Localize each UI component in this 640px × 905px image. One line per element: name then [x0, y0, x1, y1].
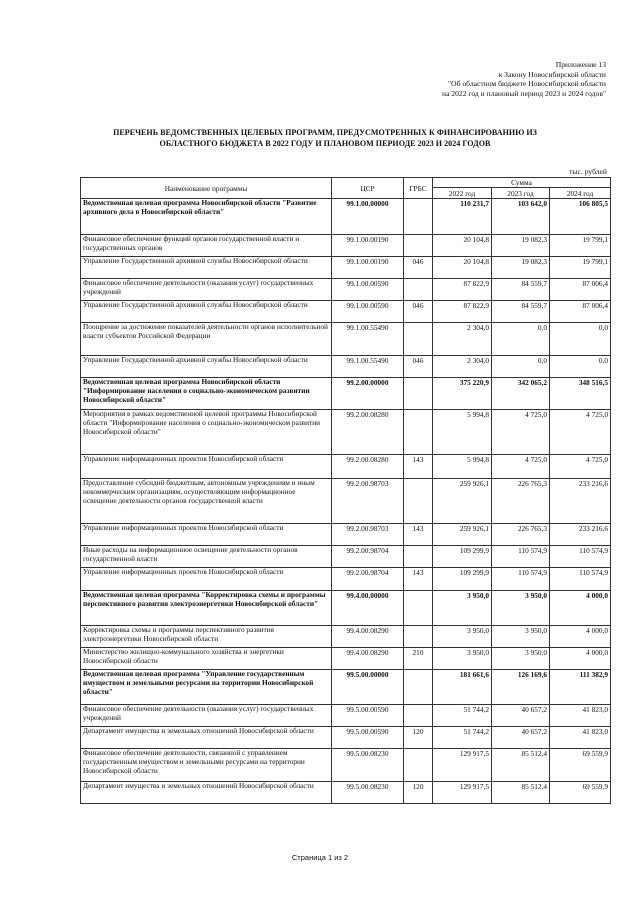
- row-value-2023: 40 657,2: [492, 727, 550, 749]
- row-value-2024: 4 000,0: [550, 591, 611, 626]
- row-name: Управление информационных проектов Новосибирской области: [81, 568, 332, 591]
- appendix-line: Приложение 13: [555, 60, 606, 69]
- row-value-2024: 69 559,9: [550, 749, 611, 782]
- program-row: [81, 670, 611, 705]
- col-header-2024: 2024 год: [550, 188, 611, 199]
- row-value-2022: 3 950,0: [433, 648, 492, 670]
- row-csr: 99.5.00.00590: [332, 727, 404, 749]
- row-grbs: 120: [404, 782, 433, 804]
- program-row: [81, 378, 611, 410]
- row-name: Департамент имущества и земельных отношений Новосибирской области: [81, 782, 332, 804]
- row-csr: 99.2.00.08280: [332, 410, 404, 455]
- title-line: ОБЛАСТНОГО БЮДЖЕТА В 2022 ГОДУ И ПЛАНОВОМ ПЕРИОДЕ 2023 И 2024 ГОДОВ: [159, 138, 491, 148]
- row-grbs: 210: [404, 648, 433, 670]
- col-header-name: Наименование программы: [81, 178, 332, 199]
- table-row: [81, 546, 611, 568]
- table-row: [81, 410, 611, 455]
- row-grbs: [404, 378, 433, 410]
- row-grbs: [404, 410, 433, 455]
- row-grbs: 046: [404, 257, 433, 279]
- col-header-csr: ЦСР: [332, 178, 404, 199]
- row-value-2023: 84 559,7: [492, 279, 550, 301]
- row-value-2024: 87 006,4: [550, 279, 611, 301]
- row-value-2024: 111 382,9: [550, 670, 611, 705]
- row-value-2024: 348 516,5: [550, 378, 611, 410]
- appendix-line: на 2022 год и плановый период 2023 и 2024 годов": [442, 88, 606, 98]
- row-value-2024: 19 799,1: [550, 257, 611, 279]
- table-row: [81, 727, 611, 749]
- row-grbs: [404, 199, 433, 235]
- row-value-2022: 51 744,2: [433, 727, 492, 749]
- row-csr: 99.1.00.00190: [332, 235, 404, 257]
- row-csr: 99.2.00.98703: [332, 524, 404, 546]
- row-value-2022: 2 304,0: [433, 323, 492, 356]
- row-name: Управление Государственной архивной службы Новосибирской области: [81, 356, 332, 378]
- col-header-grbs: ГРБС: [404, 178, 433, 199]
- row-value-2024: 4 000,0: [550, 626, 611, 648]
- col-header-2023: 2023 год: [492, 188, 550, 199]
- row-value-2024: 4 725,0: [550, 455, 611, 479]
- table-row: [81, 705, 611, 727]
- row-csr: 99.1.00.00590: [332, 301, 404, 323]
- row-grbs: 120: [404, 727, 433, 749]
- row-value-2024: 41 823,0: [550, 727, 611, 749]
- row-csr: 99.5.00.00590: [332, 705, 404, 727]
- row-csr: 99.4.00.08290: [332, 626, 404, 648]
- table-row: [81, 749, 611, 782]
- row-value-2023: 342 065,2: [492, 378, 550, 410]
- row-value-2023: 3 950,0: [492, 591, 550, 626]
- row-name: Финансовое обеспечение деятельности, связанной с управлением государственным имуществом и земельными ресурсами на территории Новосибирской области: [81, 749, 332, 782]
- row-csr: 99.2.00.00000: [332, 378, 404, 410]
- row-value-2024: 0,0: [550, 323, 611, 356]
- row-value-2023: 85 512,4: [492, 782, 550, 804]
- row-value-2024: 69 559,9: [550, 782, 611, 804]
- row-value-2024: 0,0: [550, 356, 611, 378]
- row-name: Финансовое обеспечение функций органов государственной власти и государственных органов: [81, 235, 332, 257]
- row-name: Финансовое обеспечение деятельности (оказания услуг) государственных учреждений: [81, 705, 332, 727]
- row-grbs: [404, 279, 433, 301]
- row-csr: 99.5.00.08230: [332, 749, 404, 782]
- row-csr: 99.4.00.08290: [332, 648, 404, 670]
- row-grbs: [404, 546, 433, 568]
- row-name: Иные расходы на информационное освещение деятельности органов государственной власти: [81, 546, 332, 568]
- row-csr: 99.2.00.08280: [332, 455, 404, 479]
- col-header-sum: Сумма: [433, 178, 611, 188]
- row-value-2024: 4 725,0: [550, 410, 611, 455]
- row-value-2023: 3 950,0: [492, 648, 550, 670]
- row-name: Корректировка схемы и программы перспективного развития электроэнергетики Новосибирской области: [81, 626, 332, 648]
- row-name: Мероприятия в рамках ведомственной целевой программы Новосибирской области "Информирование населения о социально-экономическом развитии Новосибирской области": [81, 410, 332, 455]
- row-value-2022: 109 299,9: [433, 568, 492, 591]
- row-value-2024: 233 216,6: [550, 524, 611, 546]
- row-value-2023: 40 657,2: [492, 705, 550, 727]
- row-value-2023: 3 950,0: [492, 626, 550, 648]
- row-name: Управление Государственной архивной службы Новосибирской области: [81, 301, 332, 323]
- row-value-2024: 110 574,9: [550, 568, 611, 591]
- appendix-line: "Об областном бюджете Новосибирской области: [448, 79, 606, 88]
- units-label: тыс. рублей: [569, 167, 607, 176]
- programs-table: [80, 177, 611, 804]
- row-csr: 99.2.00.98704: [332, 546, 404, 568]
- row-csr: 99.5.00.00000: [332, 670, 404, 705]
- row-value-2023: 4 725,0: [492, 455, 550, 479]
- row-csr: 99.2.00.98704: [332, 568, 404, 591]
- row-name: Ведомственная целевая программа "Управление государственным имуществом и земельными ресурсами на территории Новосибирской области": [81, 670, 332, 705]
- row-grbs: [404, 591, 433, 626]
- row-grbs: [404, 626, 433, 648]
- table-row: [81, 279, 611, 301]
- row-name: Ведомственная целевая программа Новосибирской области "Развитие архивного дела в Новосибирской области": [81, 199, 332, 235]
- program-row: [81, 591, 611, 626]
- row-value-2022: 3 950,0: [433, 626, 492, 648]
- row-name: Управление информационных проектов Новосибирской области: [81, 455, 332, 479]
- row-name: Управление информационных проектов Новосибирской области: [81, 524, 332, 546]
- row-value-2022: 375 220,9: [433, 378, 492, 410]
- row-value-2022: 3 950,0: [433, 591, 492, 626]
- table-row: [81, 524, 611, 546]
- row-value-2023: 19 082,3: [492, 257, 550, 279]
- row-grbs: [404, 670, 433, 705]
- row-grbs: [404, 749, 433, 782]
- program-row: [81, 199, 611, 235]
- row-csr: 99.1.00.00590: [332, 279, 404, 301]
- row-value-2022: 87 822,9: [433, 301, 492, 323]
- table-row: [81, 323, 611, 356]
- page-footer: Страница 1 из 2: [291, 853, 349, 862]
- row-name: Министерство жилищно-коммунального хозяйства и энергетики Новосибирской области: [81, 648, 332, 670]
- row-name: Ведомственная целевая программа "Корректировка схемы и программы перспективного развития электроэнергетики Новосибирской области": [81, 591, 332, 626]
- row-grbs: 143: [404, 455, 433, 479]
- table-row: [81, 479, 611, 524]
- row-grbs: [404, 235, 433, 257]
- table-row: [81, 257, 611, 279]
- table-row: [81, 782, 611, 804]
- row-value-2023: 0,0: [492, 356, 550, 378]
- row-csr: 99.4.00.00000: [332, 591, 404, 626]
- row-value-2022: 20 104,8: [433, 257, 492, 279]
- row-value-2022: 129 917,5: [433, 782, 492, 804]
- appendix-line: к Закону Новосибирской области: [498, 69, 606, 79]
- row-csr: 99.2.00.98703: [332, 479, 404, 524]
- row-value-2022: 51 744,2: [433, 705, 492, 727]
- row-value-2023: 110 574,9: [492, 568, 550, 591]
- table-row: [81, 455, 611, 479]
- table-row: [81, 235, 611, 257]
- row-value-2023: 126 169,6: [492, 670, 550, 705]
- row-value-2024: 233 216,6: [550, 479, 611, 524]
- row-csr: 99.1.00.55490: [332, 323, 404, 356]
- row-value-2022: 129 917,5: [433, 749, 492, 782]
- row-value-2023: 84 559,7: [492, 301, 550, 323]
- document-title: [90, 128, 560, 149]
- table-body: [81, 199, 611, 804]
- appendix-header: [306, 60, 606, 98]
- row-value-2022: 259 926,1: [433, 479, 492, 524]
- row-value-2024: 87 006,4: [550, 301, 611, 323]
- row-csr: 99.1.00.55490: [332, 356, 404, 378]
- row-grbs: 143: [404, 524, 433, 546]
- table-row: [81, 568, 611, 591]
- row-name: Департамент имущества и земельных отношений Новосибирской области: [81, 727, 332, 749]
- row-name: Поощрение за достижение показателей деятельности органов исполнительной власти субъектов Российской Федерации: [81, 323, 332, 356]
- table-row: [81, 648, 611, 670]
- row-value-2023: 19 082,3: [492, 235, 550, 257]
- row-value-2023: 110 574,9: [492, 546, 550, 568]
- row-value-2022: 20 104,8: [433, 235, 492, 257]
- row-grbs: 143: [404, 568, 433, 591]
- row-value-2024: 19 799,1: [550, 235, 611, 257]
- row-value-2023: 4 725,0: [492, 410, 550, 455]
- row-grbs: [404, 323, 433, 356]
- row-grbs: [404, 705, 433, 727]
- row-value-2023: 226 765,3: [492, 524, 550, 546]
- row-value-2023: 0,0: [492, 323, 550, 356]
- row-value-2022: 109 299,9: [433, 546, 492, 568]
- row-grbs: 046: [404, 356, 433, 378]
- row-csr: 99.1.00.00000: [332, 199, 404, 235]
- row-name: Ведомственная целевая программа Новосибирской области "Информирование населения о социально-экономическом развитии Новосибирской области": [81, 378, 332, 410]
- row-value-2022: 110 231,7: [433, 199, 492, 235]
- row-grbs: 046: [404, 301, 433, 323]
- row-value-2022: 2 304,0: [433, 356, 492, 378]
- row-value-2023: 85 512,4: [492, 749, 550, 782]
- title-line: ПЕРЕЧЕНЬ ВЕДОМСТВЕННЫХ ЦЕЛЕВЫХ ПРОГРАММ, ПРЕДУСМОТРЕННЫХ К ФИНАНСИРОВАНИЮ ИЗ: [113, 128, 537, 137]
- row-name: Управление Государственной архивной службы Новосибирской области: [81, 257, 332, 279]
- row-value-2022: 87 822,9: [433, 279, 492, 301]
- row-value-2022: 5 994,8: [433, 410, 492, 455]
- row-value-2023: 226 765,3: [492, 479, 550, 524]
- row-value-2023: 103 642,0: [492, 199, 550, 235]
- table-row: [81, 301, 611, 323]
- row-value-2022: 181 661,6: [433, 670, 492, 705]
- row-name: Предоставление субсидий бюджетным, автономным учреждениям и иным некоммерческим организациям, осуществляющим информационное освещение деятельности органов государственной власти: [81, 479, 332, 524]
- row-value-2024: 4 000,0: [550, 648, 611, 670]
- row-csr: 99.5.00.08230: [332, 782, 404, 804]
- row-grbs: [404, 479, 433, 524]
- row-value-2022: 5 994,8: [433, 455, 492, 479]
- row-value-2024: 110 574,9: [550, 546, 611, 568]
- row-value-2022: 259 926,1: [433, 524, 492, 546]
- col-header-2022: 2022 год: [433, 188, 492, 199]
- row-value-2024: 106 805,5: [550, 199, 611, 235]
- row-value-2024: 41 823,0: [550, 705, 611, 727]
- row-name: Финансовое обеспечение деятельности (оказания услуг) государственных учреждений: [81, 279, 332, 301]
- row-csr: 99.1.00.00190: [332, 257, 404, 279]
- table-row: [81, 626, 611, 648]
- table-row: [81, 356, 611, 378]
